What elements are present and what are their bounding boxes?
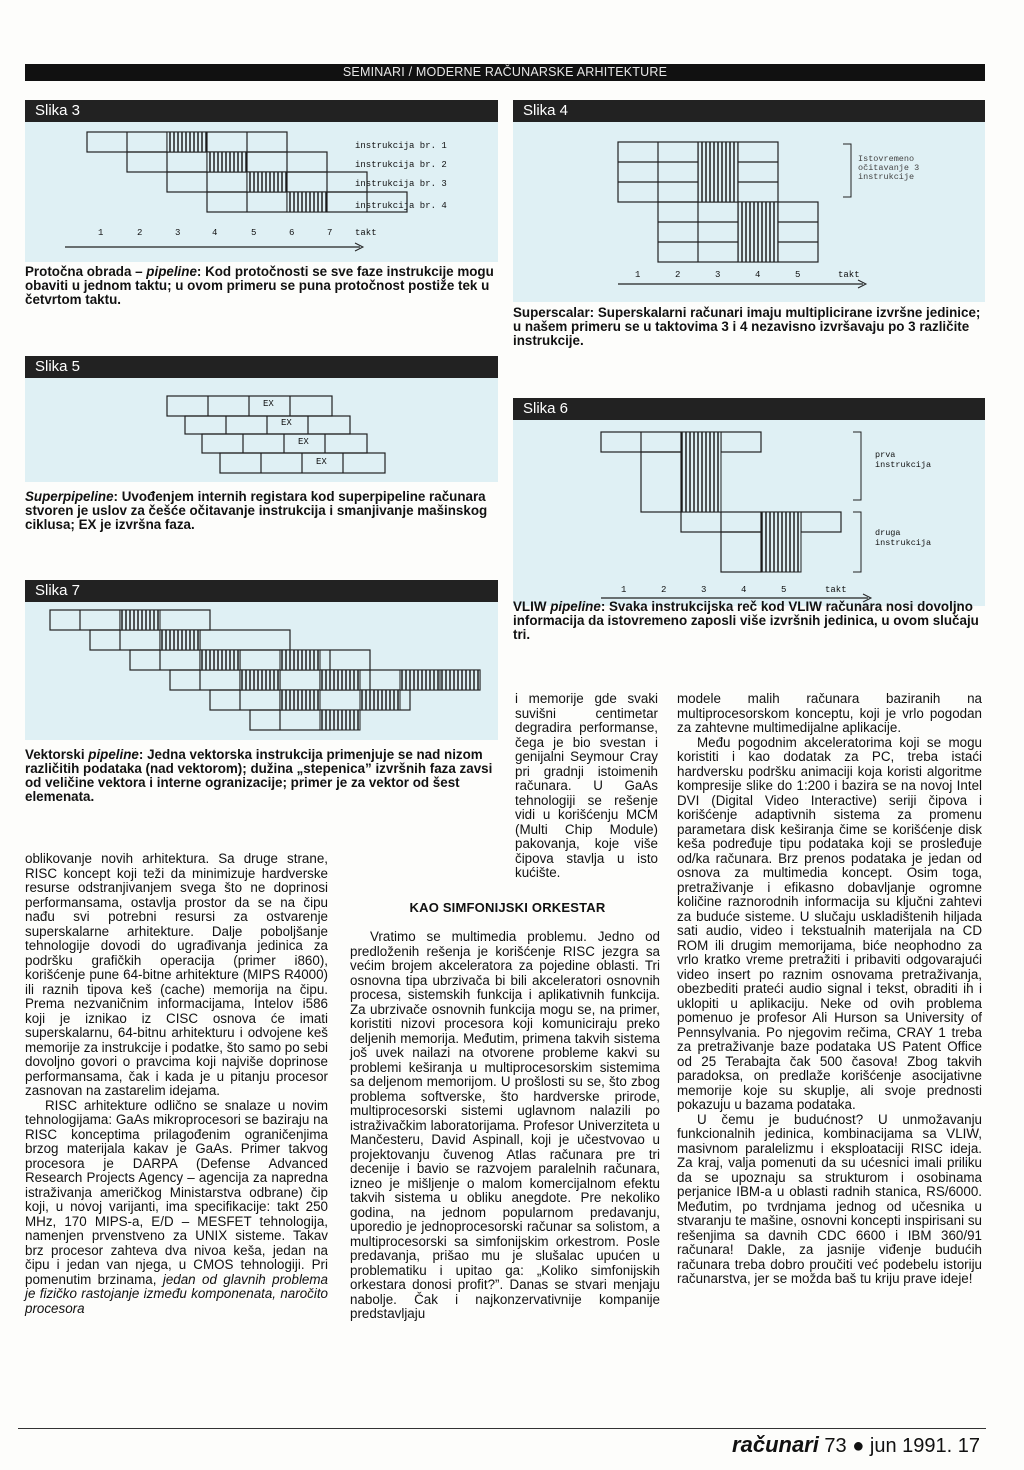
instruction-label: instrukcija br. 4 <box>355 201 447 211</box>
figure-4 <box>513 100 985 302</box>
ex-stage-label: EX <box>281 418 292 428</box>
section-header: SEMINARI / MODERNE RAČUNARSKE ARHITEKTURE <box>25 64 985 81</box>
ex-stage-label: EX <box>298 437 309 447</box>
paragraph: oblikovanje novih arhitektura. Sa druge strane, RISC koncept koji teži da minimizuje hardverske resurse odstranjivanjem svega što ne doprinosi performansama, ostavlja prostor da se na čipu nađu svi potrebni resursi za ostvarenje superskalarne arhitekture. Dalje poboljšanje tehnologije dovodi do ugrađivanja jedinica za podršku grafičkih operacija (primer i860), korišćenje pune 64-bitne arhitekture (MIPS R4000) ili raznih tipova keš (cache) memorija na čipu. Prema nezvaničnim informacijama, Intelov i586 koji je iznikao iz CISC osnova će imati superskalarnu, 64-bitnu arhitekturu i odvojene keš memorije za instrukcije i podatke, što samo po sebi dovoljno govori o pravcima koji najviše doprinose performansama, čak i kada je u pitanju procesor zasnovan na zastarelim idejama. <box>25 851 328 1098</box>
separator-dot: ● <box>852 1435 865 1457</box>
figure-4-caption: Superscalar: Superskalarni računari imaju multiplicirane izvršne jedinice; u našem primeru se u taktovima 3 i 4 nezavisno izvršavaju po 3 različite instrukcije. <box>513 305 981 348</box>
tick-label: 3 <box>715 270 721 280</box>
figure-3-diagram <box>25 122 498 262</box>
simultaneous-fetch-label: Istovremeno očitavanje 3 instrukcije <box>858 154 920 182</box>
page-number: 17 <box>957 1435 980 1457</box>
figure-7-title: Slika 7 <box>25 580 498 602</box>
figure-5-title: Slika 5 <box>25 356 498 378</box>
figure-4-title: Slika 4 <box>513 100 985 122</box>
figure-6-caption: VLIW pipeline: Svaka instrukcijska reč kod VLIW računara nosi dovoljno informacija da istovremeno zaposli više izvršnih jedinica, u ovom slučaju tri. <box>513 599 979 642</box>
tick-label: 4 <box>755 270 761 280</box>
paragraph: modele malih računara baziranih na multiprocesorskom konceptu, koji je vrlo pogodan za zahtevne multimedijalne aplikacije. <box>677 691 982 735</box>
figure-5-diagram <box>25 378 498 482</box>
figure-6-title: Slika 6 <box>513 398 985 420</box>
instruction-label: instrukcija br. 3 <box>355 179 447 189</box>
ex-stage-label: EX <box>263 399 274 409</box>
figure-3-caption: Protočna obrada – pipeline: Kod protočnosti se sve faze instrukcije mogu obaviti u jednom taktu; u ovom primeru se puna protočnost postiže tek u četvrtom taktu. <box>25 264 494 307</box>
second-instruction-label: druga instrukcija <box>875 528 932 548</box>
instruction-label: instrukcija br. 2 <box>355 160 447 170</box>
figure-6 <box>513 398 985 606</box>
figure-5 <box>25 356 498 482</box>
figure-4-diagram <box>513 122 985 302</box>
figure-3 <box>25 100 498 262</box>
tick-label: 5 <box>781 585 787 595</box>
article-column-2 <box>350 930 660 1322</box>
article-column-2-top: i memorije gde svaki suvišni centimetar degradira performanse, čega je bio svestan i genijalni Seymour Cray pri gradnji istoimenih računara. U GaAs tehnologiji se rešenje vidi u korišćenju MCM (Multi Chip Module) pakovanja, koje više čipova stavlja u isto kućište. <box>515 691 658 880</box>
figure-7-caption: Vektorski pipeline: Jedna vektorska instrukcija primenjuje se nad nizom različitih podataka (nad vektorom); dužina „stepenica” izvršnih faza zavsi od veličine vektora i interne ogranizacije; primer je za vektor od šest elemenata. <box>25 747 493 804</box>
tick-label: 1 <box>635 270 641 280</box>
first-instruction-label: prva instrukcija <box>875 450 932 470</box>
tick-label: 1 <box>98 228 104 238</box>
tick-label: 4 <box>741 585 747 595</box>
axis-label: takt <box>838 270 860 280</box>
tick-label: 4 <box>212 228 218 238</box>
ex-stage-label: EX <box>316 457 327 467</box>
figure-6-diagram <box>513 420 985 588</box>
tick-label: 1 <box>621 585 627 595</box>
figure-3-title: Slika 3 <box>25 100 498 122</box>
footer-rule <box>18 1428 986 1429</box>
article-column-1 <box>25 852 328 1316</box>
instruction-label: instrukcija br. 1 <box>355 141 447 151</box>
figure-5-caption: Superpipeline: Uvođenjem internih registara kod superpipeline računara stvoren je uslov za češće očitavanje instrukcija i smanjivanje mašinskog ciklusa; EX je izvršna faza. <box>25 489 488 532</box>
tick-label: 6 <box>289 228 295 238</box>
paragraph: Među pogodnim akceleratorima koji se mogu koristiti i kao dodatak za PC, treba istaći hardversku podršku animaciji koja koristi algoritme kompresije slike do 1:200 i bazira se na novoj Intel DVI (Digital Video Interactive) seriji čipova i korišćenje adaptivnih sistema za promenu parametara disk keširanja čime se korišćenje disk keša podređuje tipu podataka koji se prosleđuje od/ka računara. Brz prenos podataka je jedan od osnova za multimedia koncept. Osim toga, pretraživanje i efikasno dobavljanje ogromne količine raznorodnih informacija su ključni zahtevi za buduće sisteme. U slučaju uskladištenih hiljada sati audio, video i tekstualnih materijala na CD ROM ili drugim memorijama, biće neophodno za vrlo kratko vreme pretražiti i pribaviti odgovarajući video insert po raznim osnovama pretraživanja, obezbediti prateći audio signal i tekst, obraditi ih i uklopiti u aplikaciju. Neke od ovih problema pomenuo je profesor Ali Hurson sa University of Pennsylvania. Po njegovim rečima, CRAY 1 treba za pretraživanje baze podataka US Patent Office od 25 Terabajta čak 500 časova! Zbog takvih paradoksa, on predlaže korišćenje asocijativne memorije koje su skuplje, ali svoje prednosti pokazuju u bazama podataka. <box>677 734 982 1112</box>
tick-label: 2 <box>661 585 667 595</box>
axis-label: takt <box>825 585 847 595</box>
paragraph: Vratimo se multimedia problemu. Jedno od predloženih rešenja je korišćenje RISC jezgra sa većim brojem akceleratora za pojedine oblasti. Tri osnovna tipa ubrzivača bi bili akceleratori osnovnih procesa, sistemskih funkcija i aplikativnih funkcija. Za ubrzivače osnovnih funkcija mogu se, na primer, koristiti nizovi procesora koji komuniciraju preko deljenih memorija. Međutim, primena takvih sistema još uvek nailazi na otvorene probleme kakvi su problemi keširanja u multiprocesorskim sistemima sa deljenom memorijom. U prošlosti su se, što zbog problema softverske, što hardverske prirode, multiprocesorski sistemi uglavnom nalazili po istraživačkim laboratorijama. Profesor Univerziteta u Mančesteru, David Aspinall, koji je učestvovao u projektovanju čuvenog Atlas računara pre tri decenije i bavio se razvojem paralelnih računara, izneo je mišljenje o malom komercijalnom efektu takvih sistema u obliku anegdote. Pre nekoliko godina, na jednom popularnom predavanju, uporedio je jednoprocesorski računar sa solistom, a multiprocesorski sa simfonijskim orkestrom. Posle predavanja, prišao mu je slušalac upućen u problematiku i upitao ga: „Koliko simfonijskih orkestara donosi profit?”. Danas se stvari menjaju nabolje. Čak i najkonzervativnije kompanije predstavljaju <box>350 929 660 1321</box>
tick-label: 3 <box>701 585 707 595</box>
tick-label: 3 <box>175 228 181 238</box>
tick-label: 5 <box>795 270 801 280</box>
tick-label: 7 <box>327 228 333 238</box>
paragraph: U čemu je budućnost? U unmožavanju funkcionalnih jedinica, kombinacijama sa VLIW, masivnom paralelizmu i eksploataciji RISC ideja. Za kraj, valja pomenuti da su ućesnici imali priliku da se upoznaju sa strukturom i osobinama perjanice IBM-a u oblasti radnih stanica, RS/6000. Međutim, po tvrdnjama jednog od učesnika u stvaranju te mašine, osnovni koncepti inspirisani su rešenjima sa davnih CDC 6600 i IBM 360/91 računara! Dakle, za jasnije viđenje budućih računara treba dobro proučiti već podebelu istoriju računarstva, jer se možda baš tu kriju prave ideje! <box>677 1111 982 1286</box>
axis-label: takt <box>355 228 377 238</box>
issue-date: jun 1991. <box>869 1435 953 1457</box>
page-footer <box>700 1432 980 1458</box>
issue-number: 73 <box>824 1435 847 1457</box>
tick-label: 2 <box>675 270 681 280</box>
paragraph: RISC arhitekture odlično se snalaze u novim tehnologijama: GaAs mikroprocesori se baziraju na RISC konceptima prilagođenim ograničenjima brzog materijala kakav je GaAs. Primer takvog procesora je DARPA (Defense Advanced Research Projects Agency – agencija za napredna istraživanja američkog Ministarstva odbrane) čip koji, u novoj varijanti, ima specifikacije: takt 250 MHz, 170 MIPS-a, E/D – MESFET tehnologija, namenjen prvenstveno za UNIX sisteme. Takav brz procesor zahteva dva nivoa keša, jedan na čipu i jedan van njega, u CMOS tehnologiji. Pri pomenutim brzinama, jedan od glavnih problema je fizičko rastojanje između komponenata, naročito procesora <box>25 1097 328 1316</box>
tick-label: 2 <box>137 228 143 238</box>
article-column-3 <box>677 692 982 1287</box>
tick-label: 5 <box>251 228 257 238</box>
section-heading: KAO SIMFONIJSKI ORKESTAR <box>409 900 606 915</box>
magazine-logo: računari <box>732 1432 819 1457</box>
